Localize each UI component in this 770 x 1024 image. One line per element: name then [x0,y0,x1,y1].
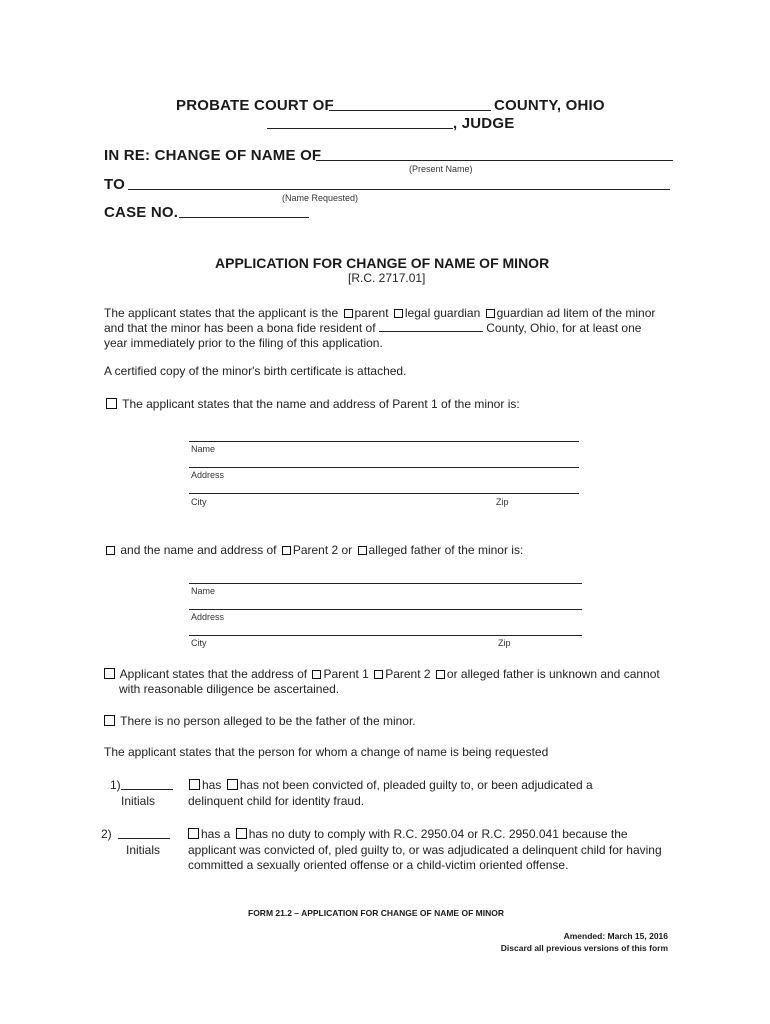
item2-line-2: applicant was convicted of, pled guilty to, or was adjudicated a delinquent child for having [188,843,662,857]
parent1-statement-row [104,397,520,412]
legal-guardian-checkbox[interactable] [394,309,403,318]
name-requested-hint: (Name Requested) [282,193,359,203]
parent2-section-checkbox[interactable] [106,546,115,555]
no-father-row [102,714,416,729]
parent2-name-line[interactable] [189,583,582,584]
parent-option-label: parent [354,306,389,320]
parent2-option-checkbox[interactable] [282,546,291,555]
item1-text: has not been convicted of, pleaded guilty to, or been adjudicated a [239,778,593,792]
item2-initials-blank[interactable] [118,838,170,839]
item1-has-not-checkbox[interactable] [227,779,238,790]
parent2-address-label: Address [191,612,225,622]
legal-guardian-option-label: legal guardian [404,306,481,320]
item2-text: has no duty to comply with R.C. 2950.04 or R.C. 2950.041 because the [248,827,628,841]
unknown-alleged-father-checkbox[interactable] [436,670,445,679]
to-label: TO [104,176,125,193]
alleged-father-option-checkbox[interactable] [358,546,367,555]
unknown-parent2-checkbox[interactable] [374,670,383,679]
resident-county-suffix: County, Ohio, for at least one [486,321,642,335]
item1-initials-label: Initials [121,794,156,808]
intro-line-2 [104,321,641,336]
resident-county-blank[interactable] [379,321,483,332]
form-title: APPLICATION FOR CHANGE OF NAME OF MINOR [215,255,550,271]
unknown-address-row [102,667,660,682]
county-suffix: COUNTY, OHIO [494,97,605,114]
discard-notice: Discard all previous versions of this form [500,943,668,953]
present-name-hint: (Present Name) [409,164,473,174]
item1-line-1 [187,778,593,793]
parent2-address-line[interactable] [189,609,582,610]
item2-initials-label: Initials [126,843,161,857]
item2-no-duty-checkbox[interactable] [236,828,247,839]
birth-certificate-statement: A certified copy of the minor's birth certificate is attached. [104,364,407,378]
parent1-address-line[interactable] [189,467,579,468]
present-name-blank[interactable] [316,160,673,161]
in-re-label: IN RE: CHANGE OF NAME OF [104,147,322,164]
parent2-city-label: City [191,638,207,648]
amended-date: Amended: March 15, 2016 [563,931,668,941]
item1-initials-blank[interactable] [121,789,173,790]
parent1-city-label: City [191,497,207,507]
intro-text-a: The applicant states that the applicant is the [104,306,339,320]
unknown-address-checkbox[interactable] [104,668,115,679]
item1-has-checkbox[interactable] [189,779,200,790]
item2-has-duty-checkbox[interactable] [188,828,199,839]
judge-blank[interactable] [267,128,453,129]
item2-number: 2) [101,827,112,841]
county-blank[interactable] [329,110,491,111]
intro-line-1 [104,306,655,321]
unknown-parent1-label: Parent 1 [323,667,369,681]
parent2-city-zip-line[interactable] [189,635,582,636]
alleged-father-option-label: alleged father of the minor is: [368,543,524,557]
parent2-statement-row [104,543,523,558]
unknown-address-text-a: Applicant states that the address of [119,667,308,681]
person-statement: The applicant states that the person for whom a change of name is being requested [104,745,549,759]
unknown-address-line-2: with reasonable diligence be ascertained. [119,682,340,696]
parent1-zip-label: Zip [496,497,509,507]
guardian-ad-litem-checkbox[interactable] [486,309,495,318]
parent1-city-zip-line[interactable] [189,493,579,494]
parent2-zip-label: Zip [498,638,511,648]
parent1-statement: The applicant states that the name and address of Parent 1 of the minor is: [122,397,520,411]
parent2-statement: and the name and address of [120,543,277,557]
item2-line-1 [186,827,628,842]
item1-number: 1) [110,778,121,792]
parent1-address-label: Address [191,470,225,480]
item2-line-3: committed a sexually oriented offense or a child-victim oriented offense. [188,858,569,872]
guardian-ad-litem-option-label: guardian ad litem of the minor [496,306,656,320]
parent1-name-label: Name [191,444,216,454]
court-prefix: PROBATE COURT OF [176,97,334,114]
case-no-blank[interactable] [179,217,309,218]
statute-ref: [R.C. 2717.01] [348,271,426,285]
form-label: FORM 21.2 – APPLICATION FOR CHANGE OF NAME OF MINOR [248,908,504,918]
item1-line-2: delinquent child for identity fraud. [188,794,365,808]
case-no-label: CASE NO. [104,204,179,221]
item1-has-label: has [202,778,222,792]
name-requested-blank[interactable] [128,189,670,190]
parent2-option-label: Parent 2 or [292,543,353,557]
resident-text: and that the minor has been a bona fide resident of [104,321,376,335]
parent-checkbox[interactable] [344,309,353,318]
unknown-parent2-label: Parent 2 [385,667,431,681]
parent1-name-line[interactable] [189,441,579,442]
no-father-statement: There is no person alleged to be the father of the minor. [120,714,416,728]
parent2-name-label: Name [191,586,216,596]
unknown-parent1-checkbox[interactable] [312,670,321,679]
no-father-checkbox[interactable] [104,715,115,726]
judge-suffix: , JUDGE [453,115,515,132]
parent1-checkbox[interactable] [106,398,117,409]
unknown-address-text-b: or alleged father is unknown and cannot [446,667,660,681]
item2-has-a-label: has a [201,827,231,841]
intro-line-3: year immediately prior to the filing of this application. [104,336,383,350]
